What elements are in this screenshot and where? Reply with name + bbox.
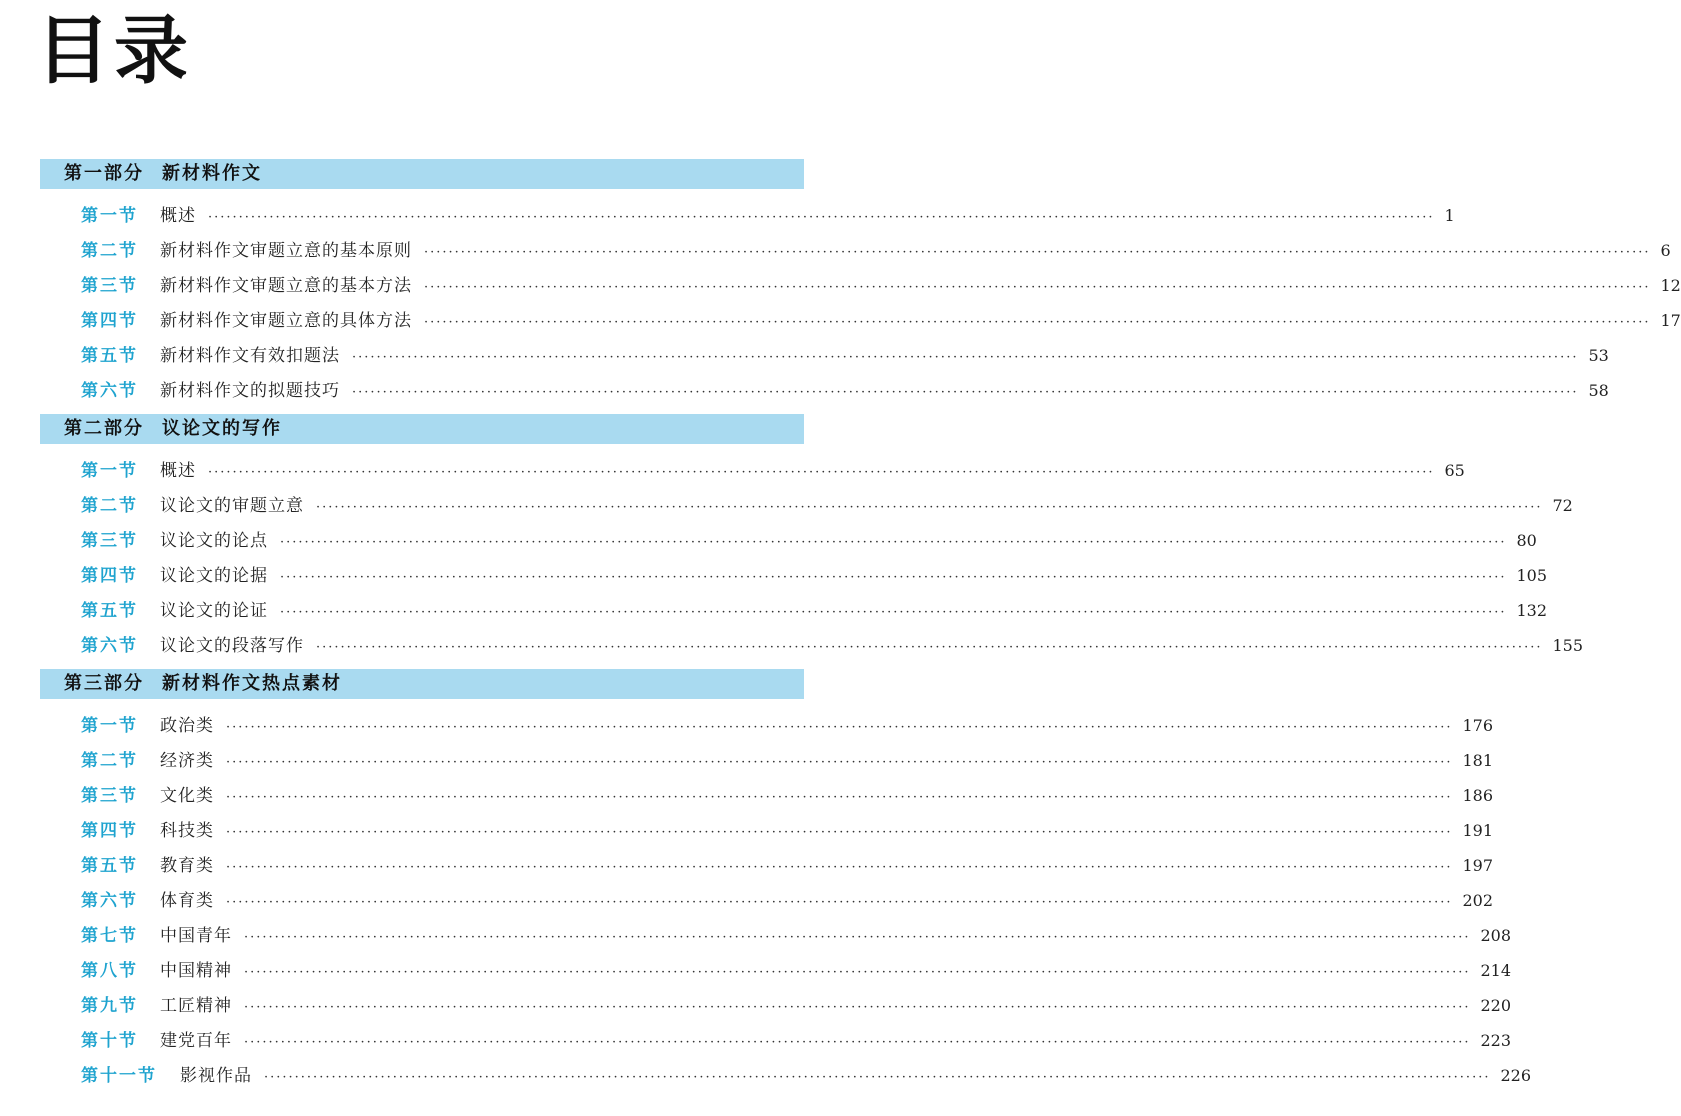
toc-entry[interactable]	[40, 628, 1584, 663]
section-number: 第八节	[81, 961, 138, 981]
toc-entry[interactable]	[40, 373, 1609, 408]
section-number: 第一节	[81, 461, 138, 481]
page-number: 197	[1462, 856, 1494, 875]
part-header	[40, 159, 804, 189]
dot-leader: ········································································································································································································	[352, 385, 1579, 400]
page-number: 186	[1462, 786, 1494, 805]
page-number: 132	[1516, 601, 1548, 620]
dot-leader: ········································································································································································································	[208, 210, 1435, 225]
section-number: 第五节	[81, 856, 138, 876]
dot-leader: ········································································································································································································	[226, 895, 1453, 910]
section-number: 第二节	[81, 496, 138, 516]
section-number: 第七节	[81, 926, 138, 946]
dot-leader: ········································································································································································································	[424, 280, 1651, 295]
section-title: 政治类	[160, 716, 214, 736]
dot-leader: ········································································································································································································	[280, 605, 1507, 620]
dot-leader: ········································································································································································································	[280, 535, 1507, 550]
section-number: 第五节	[81, 601, 138, 621]
section-title: 教育类	[160, 856, 214, 876]
section-number: 第十一节	[81, 1066, 157, 1086]
section-number: 第十节	[81, 1031, 138, 1051]
section-title: 体育类	[160, 891, 214, 911]
toc-entry[interactable]	[40, 338, 1609, 373]
section-title: 概述	[160, 206, 196, 226]
section-title: 经济类	[160, 751, 214, 771]
section-title: 中国精神	[160, 961, 232, 981]
dot-leader: ········································································································································································································	[244, 1035, 1471, 1050]
page-number: 65	[1444, 461, 1465, 480]
toc-entry[interactable]	[40, 558, 1548, 593]
toc-entry[interactable]	[40, 883, 1494, 918]
part-header	[40, 414, 804, 444]
toc-entry[interactable]	[40, 303, 1681, 338]
section-title: 议论文的段落写作	[160, 636, 304, 656]
toc-entry[interactable]	[40, 813, 1494, 848]
toc-entry[interactable]	[40, 1023, 1512, 1058]
page-number: 208	[1480, 926, 1512, 945]
section-title: 工匠精神	[160, 996, 232, 1016]
page-number: 226	[1500, 1066, 1532, 1085]
page-number: 72	[1552, 496, 1573, 515]
page-number: 6	[1660, 241, 1671, 260]
page-number: 17	[1660, 311, 1681, 330]
page-number: 12	[1660, 276, 1681, 295]
page-number: 220	[1480, 996, 1512, 1015]
section-number: 第二节	[81, 751, 138, 771]
section-title: 议论文的论证	[160, 601, 268, 621]
page-number: 191	[1462, 821, 1494, 840]
page-number: 53	[1588, 346, 1609, 365]
dot-leader: ········································································································································································································	[226, 720, 1453, 735]
toc-entry[interactable]	[40, 1058, 1532, 1093]
section-title: 中国青年	[160, 926, 232, 946]
page-number: 58	[1588, 381, 1609, 400]
toc-entry[interactable]	[40, 778, 1494, 813]
page-number: 223	[1480, 1031, 1512, 1050]
page-number: 155	[1552, 636, 1584, 655]
dot-leader: ········································································································································································································	[264, 1070, 1491, 1085]
section-title: 议论文的审题立意	[160, 496, 304, 516]
toc-entry[interactable]	[40, 198, 1455, 233]
section-number: 第六节	[81, 381, 138, 401]
dot-leader: ········································································································································································································	[316, 640, 1543, 655]
page-number: 80	[1516, 531, 1537, 550]
section-number: 第三节	[81, 786, 138, 806]
toc-entry[interactable]	[40, 268, 1681, 303]
toc-entry[interactable]	[40, 988, 1512, 1023]
page-number: 202	[1462, 891, 1494, 910]
toc-entry[interactable]	[40, 953, 1512, 988]
part-number: 第一部分	[64, 163, 144, 184]
section-title: 影视作品	[180, 1066, 252, 1086]
part-number: 第二部分	[64, 418, 144, 439]
section-number: 第三节	[81, 531, 138, 551]
page-title: 目录	[36, 8, 192, 94]
part-title: 新材料作文热点素材	[162, 673, 342, 694]
toc-entry[interactable]	[40, 233, 1671, 268]
toc-entry[interactable]	[40, 743, 1494, 778]
section-number: 第三节	[81, 276, 138, 296]
section-title: 建党百年	[160, 1031, 232, 1051]
dot-leader: ········································································································································································································	[424, 245, 1651, 260]
section-number: 第五节	[81, 346, 138, 366]
section-number: 第九节	[81, 996, 138, 1016]
section-number: 第四节	[81, 311, 138, 331]
dot-leader: ········································································································································································································	[280, 570, 1507, 585]
toc-entry[interactable]	[40, 708, 1494, 743]
section-title: 议论文的论据	[160, 566, 268, 586]
toc-entry[interactable]	[40, 523, 1537, 558]
part-title: 议论文的写作	[162, 418, 282, 439]
section-number: 第四节	[81, 566, 138, 586]
dot-leader: ········································································································································································································	[316, 500, 1543, 515]
toc-entry[interactable]	[40, 593, 1548, 628]
part-title: 新材料作文	[162, 163, 262, 184]
toc-entry[interactable]	[40, 488, 1573, 523]
section-title: 新材料作文审题立意的基本方法	[160, 276, 412, 296]
section-title: 概述	[160, 461, 196, 481]
table-of-contents	[40, 159, 1681, 1093]
section-title: 议论文的论点	[160, 531, 268, 551]
dot-leader: ········································································································································································································	[244, 1000, 1471, 1015]
dot-leader: ········································································································································································································	[244, 965, 1471, 980]
toc-entry[interactable]	[40, 848, 1494, 883]
section-title: 文化类	[160, 786, 214, 806]
page-number: 105	[1516, 566, 1548, 585]
part-number: 第三部分	[64, 673, 144, 694]
section-title: 新材料作文的拟题技巧	[160, 381, 340, 401]
section-number: 第二节	[81, 241, 138, 261]
toc-entry[interactable]	[40, 918, 1512, 953]
section-title: 新材料作文审题立意的基本原则	[160, 241, 412, 261]
section-number: 第四节	[81, 821, 138, 841]
section-number: 第六节	[81, 636, 138, 656]
dot-leader: ········································································································································································································	[424, 315, 1651, 330]
dot-leader: ········································································································································································································	[244, 930, 1471, 945]
section-title: 新材料作文审题立意的具体方法	[160, 311, 412, 331]
page-number: 176	[1462, 716, 1494, 735]
page-number: 181	[1462, 751, 1494, 770]
page-number: 1	[1444, 206, 1455, 225]
dot-leader: ········································································································································································································	[352, 350, 1579, 365]
section-number: 第一节	[81, 206, 138, 226]
part-header	[40, 669, 804, 699]
section-number: 第六节	[81, 891, 138, 911]
section-number: 第一节	[81, 716, 138, 736]
dot-leader: ········································································································································································································	[226, 825, 1453, 840]
dot-leader: ········································································································································································································	[208, 465, 1435, 480]
dot-leader: ········································································································································································································	[226, 860, 1453, 875]
section-title: 新材料作文有效扣题法	[160, 346, 340, 366]
toc-entry[interactable]	[40, 453, 1465, 488]
dot-leader: ········································································································································································································	[226, 755, 1453, 770]
dot-leader: ········································································································································································································	[226, 790, 1453, 805]
page-number: 214	[1480, 961, 1512, 980]
section-title: 科技类	[160, 821, 214, 841]
